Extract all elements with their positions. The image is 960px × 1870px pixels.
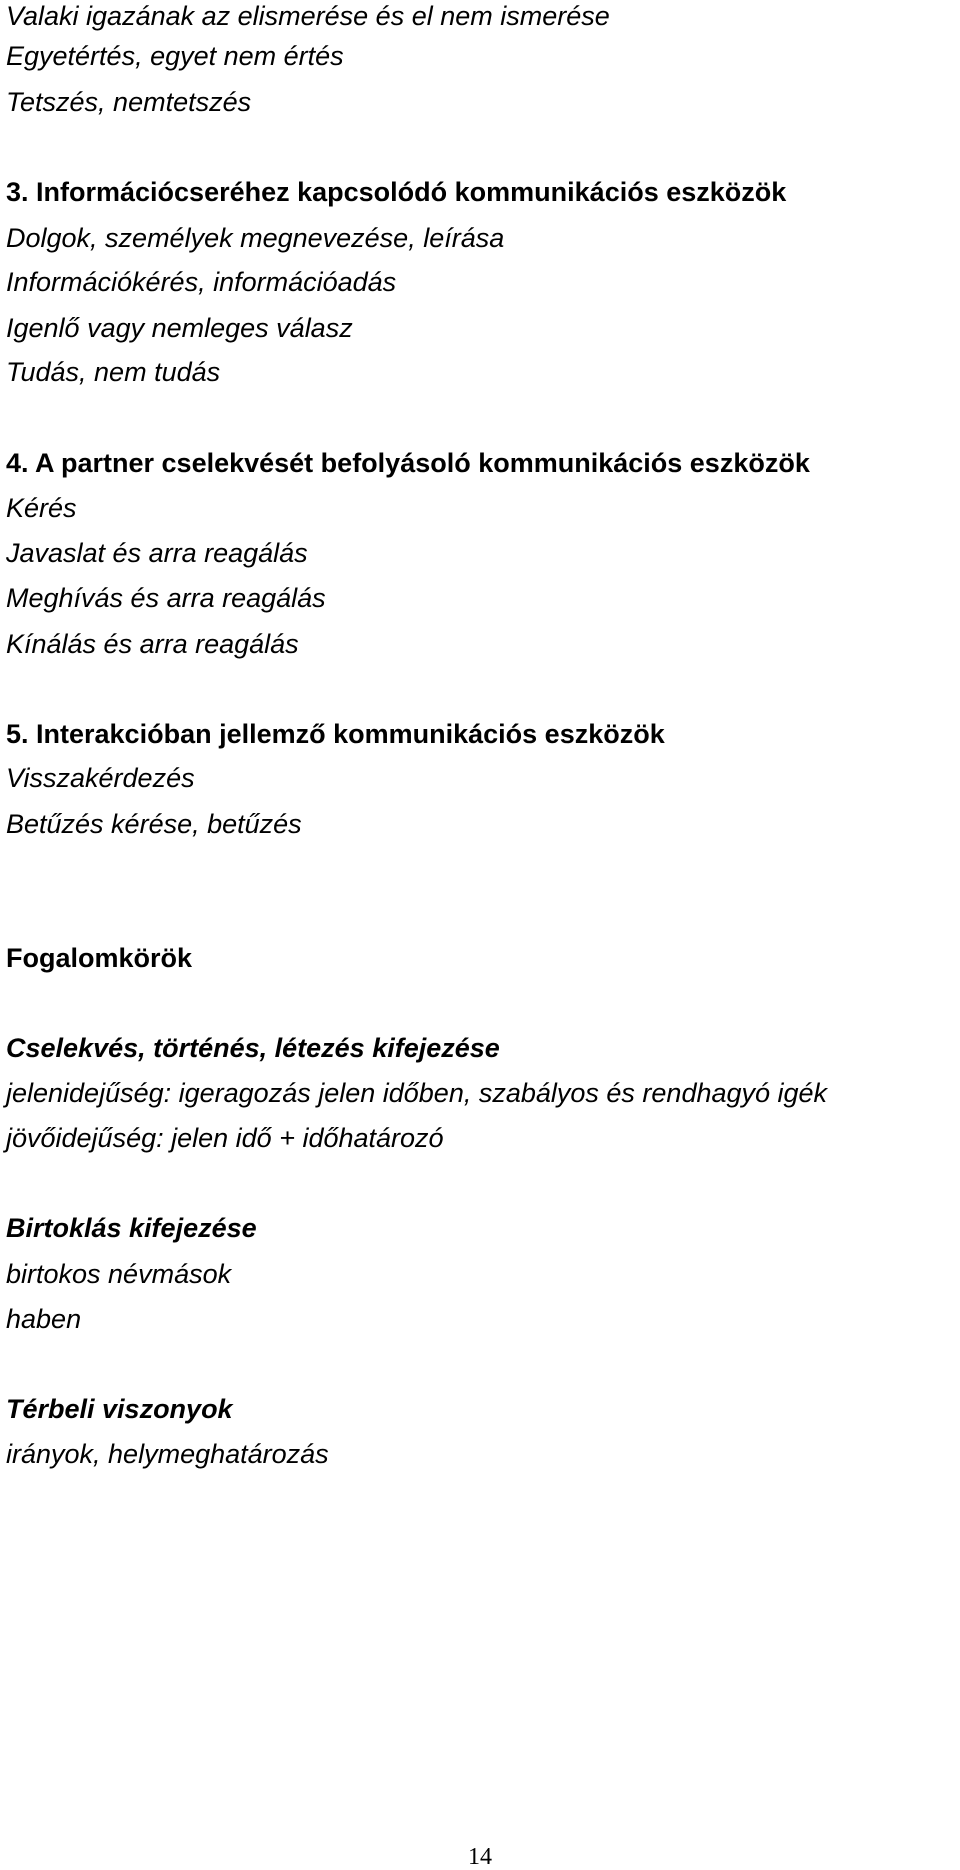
subsection-heading: Cselekvés, történés, létezés kifejezése <box>6 1033 500 1063</box>
list-item: Tudás, nem tudás <box>6 357 221 387</box>
list-item: birtokos névmások <box>6 1259 232 1289</box>
subsection-heading: Térbeli viszonyok <box>6 1394 233 1424</box>
list-item: Dolgok, személyek megnevezése, leírása <box>6 223 505 253</box>
list-item: Javaslat és arra reagálás <box>6 538 308 568</box>
list-item: Kérés <box>6 493 77 523</box>
page-number: 14 <box>468 1844 492 1870</box>
list-item: haben <box>6 1304 82 1334</box>
list-item: irányok, helymeghatározás <box>6 1439 329 1469</box>
list-item: Visszakérdezés <box>6 763 195 793</box>
list-item: Igenlő vagy nemleges válasz <box>6 313 353 343</box>
topic-title: Fogalomkörök <box>6 943 193 973</box>
section-heading: 3. Információcseréhez kapcsolódó kommunikációs eszközök <box>6 177 787 207</box>
list-item: jövőidejűség: jelen idő + időhatározó <box>6 1123 444 1153</box>
list-item: Információkérés, információadás <box>6 267 397 297</box>
subsection-heading: Birtoklás kifejezése <box>6 1213 257 1243</box>
list-item: Betűzés kérése, betűzés <box>6 809 302 839</box>
list-item: Meghívás és arra reagálás <box>6 583 326 613</box>
intro-line: Tetszés, nemtetszés <box>6 87 252 117</box>
list-item: jelenidejűség: igeragozás jelen időben, szabályos és rendhagyó igék <box>6 1078 828 1108</box>
list-item: Kínálás és arra reagálás <box>6 629 299 659</box>
intro-line: Valaki igazának az elismerése és el nem ismerése <box>6 1 610 31</box>
section-heading: 5. Interakcióban jellemző kommunikációs eszközök <box>6 719 665 749</box>
section-heading: 4. A partner cselekvését befolyásoló kommunikációs eszközök <box>6 448 810 478</box>
intro-line: Egyetértés, egyet nem értés <box>6 41 344 71</box>
